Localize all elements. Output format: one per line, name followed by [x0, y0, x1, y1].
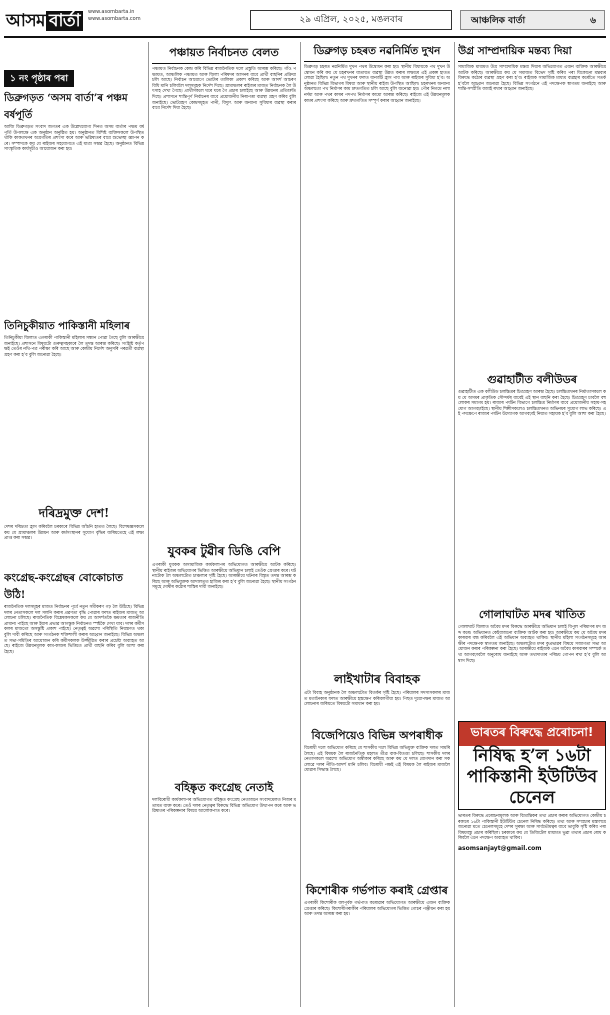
headline-a11: কিশোৰীক গৰ্ভপাত কৰাই গ্ৰেপ্তাৰ [306, 884, 448, 897]
promo-box [458, 721, 606, 810]
column-3 [304, 40, 450, 1009]
promo-line1: নিষিদ্ধ হ’ল ১৬টা [473, 746, 591, 766]
section-bar [460, 10, 605, 30]
body-a14: গোলাঘাট জিলাত অবৈধ মদৰ বিৰুদ্ধে আৰক্ষীয়ে অভিযান চলাই বিপুল পৰিমাণৰ মদ জব্দ কৰে। অভিযানত কেইবাজনো ব্যক্তিক আটক কৰা হয়। আৰক্ষীয়ে কয় যে অবৈধ মদৰ কাৰবাৰ বন্ধ কৰিবলৈ এই অভিযান অব্যাহত থাকিব। স্থানীয় মহিলা সংগঠনসমূহে আৰক্ষীৰ পদক্ষেপক স্বাগতম জনাইছে। অঞ্চলটোত মদৰ কুপ্ৰভাৱৰ বিষয়ে সজাগতা সভা আয়োজন কৰাৰ পৰিকল্পনা কৰা হৈছে। আৰক্ষীয়ে ৰাইজক এনে অবৈধ কাৰবাৰৰ সম্পৰ্কে তথ্য আগবঢ়াবলৈ অনুৰোধ জনাইছে আৰু তথ্যদাতাৰ পৰিচয় গোপন ৰখা হ’ব বুলি আশ্বাস দিছে। [458, 625, 606, 664]
promo-line2: পাকিস্তানী ইউটিউব চেনেল [466, 767, 598, 808]
promo-body: ভাৰতৰ বিৰুদ্ধে প্ৰৰোচনামূলক আৰু বিভ্ৰান্তিকৰ তথ্য প্ৰচাৰ কৰাৰ অভিযোগত কেন্দ্ৰীয় চৰকাৰে ১৬টা পাকিস্তানী ইউটিউব চেনেল নিষিদ্ধ কৰিছে। তথ্য আৰু সম্প্ৰচাৰ মন্ত্ৰালয়ে জনোৱা মতে চেনেলসমূহে দেশৰ সুৰক্ষা আৰু সাৰ্বভৌমত্বৰ বাবে ভাবুকি সৃষ্টি কৰিব পৰা বিষয়বস্তু প্ৰচাৰ কৰিছিল। চৰকাৰে কয় যে ডিজিটেল মাধ্যমত ভুৱা তথ্যৰ প্ৰচাৰ ৰোধ কৰিবলৈ এনে পদক্ষেপ অব্যাহত থাকিব। [458, 814, 606, 842]
headline-a1: ডিব্ৰুগড়ত ‘অসম বাৰ্তা’ৰ পঞ্চম বৰ্ষপূৰ্তি [4, 93, 128, 121]
date-bar: ২৯ এপ্ৰিল, ২০২৫, মঙলবাৰ [250, 10, 452, 30]
body-a6: এগৰাকী যুবকক অসামাজিক কাৰ্যকলাপৰ অভিযোগত আৰক্ষীয়ে আটক কৰিছে। স্থানীয় ৰাইজৰ অভিযোগৰ ভিত্তিত আৰক্ষীয়ে অভিযান চলাই তেওঁক গ্ৰেপ্তাৰ কৰে। ঘটনাটোক লৈ অঞ্চলটোত চাঞ্চল্যৰ সৃষ্টি হৈছে। আৰক্ষীয়ে ঘটনাৰ বিস্তৃত তদন্ত আৰম্ভ কৰিছে আৰু অভিযুক্তক আদালতত হাজিৰ কৰা হ’ব বুলি জনোৱা হৈছে। স্থানীয় সংগঠনসমূহে দোষীৰ কঠোৰ শাস্তিৰ দাবী জনাইছে। [152, 563, 296, 591]
logo-part1: আসম [6, 11, 45, 31]
column-2 [152, 40, 296, 1009]
masthead-rule [4, 36, 606, 38]
body-a3: দেশৰ দৰিদ্ৰতা হ্ৰাস কৰিবলৈ চৰকাৰে বিভিন্ন আঁচনি হাতত লৈছে। বিশেষজ্ঞসকলে কয় যে গ্ৰামাঞ্চলৰ উন্নয়ন আৰু কৰ্মসংস্থানৰ সুযোগ বৃদ্ধিৰ জৰিয়তেহে এই লক্ষ্য প্ৰাপ্ত কৰা সম্ভৱ। [4, 525, 144, 542]
column-divider [300, 42, 301, 1007]
headline-a9: লাইখাটাৰ বিবাহক [334, 672, 420, 686]
body-a1: আজি ডিব্ৰুগড়ত সংবাদ জগতৰ এক উল্লেখযোগ্য দিনত অসম বাৰ্তাৰ পঞ্চম বৰ্ষপূৰ্তি উপলক্ষে এক অনুষ্ঠান অনুষ্ঠিত হয়। অনুষ্ঠানত বিশিষ্ট ব্যক্তিসকলে উপস্থিত থাকি কাকতখনৰ অগ্ৰগতিৰ প্ৰশংসা কৰে আৰু ভৱিষ্যতৰ বাবে শুভেচ্ছা জ্ঞাপন কৰে। সম্পাদকে কয় যে ৰাইজৰ সহযোগতে এই যাত্ৰা সম্ভৱ হৈছে। অনুষ্ঠানত বিভিন্ন সাংস্কৃতিক কাৰ্যসূচীও আয়োজন কৰা হয়। [4, 125, 144, 153]
column-divider [454, 42, 455, 1007]
newspaper-logo [6, 8, 83, 36]
body-a5: পঞ্চায়ত নিৰ্বাচনক কেন্দ্ৰ কৰি বিভিন্ন ৰাজনৈতিক দলে প্ৰস্তুতি আৰম্ভ কৰিছে। গাঁও পঞ্চায়ত, আঞ্চলিক পঞ্চায়ত আৰু জিলা পৰিষদৰ আসনৰ বাবে প্ৰাৰ্থী বাছনিৰ প্ৰক্ৰিয়া চলি আছে। নিৰ্বাচন আয়োগে ভোটাৰ তালিকা প্ৰকাশ কৰিছে আৰু আদৰ্শ আচৰণ বিধি মানি চলিবলৈ দলসমূহক নিৰ্দেশ দিছে। গ্ৰামাঞ্চলৰ ৰাইজৰ মাজত নিৰ্বাচনক লৈ উৎসাহ দেখা গৈছে। প্ৰাৰ্থীসকলে ঘৰে ঘৰে গৈ প্ৰচাৰ চলাইছে আৰু উন্নয়নৰ প্ৰতিশ্ৰুতি দিছে। প্ৰশাসনে শান্তিপূৰ্ণ নিৰ্বাচনৰ বাবে প্ৰয়োজনীয় নিৰাপত্তা ব্যৱস্থা গ্ৰহণ কৰিব বুলি জনাইছে। ভোটগ্ৰহণ কেন্দ্ৰসমূহত পানী, বিদ্যুৎ আৰু অন্যান্য সুবিধাৰ ব্যৱস্থা কৰাৰ বাবে নিৰ্দেশ দিয়া হৈছে। [152, 67, 296, 112]
headline-a10: বিজেপিয়েও বিভিন্ন অপৰাধীক [311, 729, 443, 742]
headline-a7: বহিষ্কৃত কংগ্ৰেছ নেতাই [174, 781, 274, 794]
url-2[interactable]: www.asombarta.com [88, 16, 141, 22]
headline-a13: গুৱাহাটীত বলীউডৰ [487, 373, 577, 386]
headline-a6: যুবকৰ টুৱীৰ ডিঙি বেপি [167, 544, 281, 558]
email-note[interactable]: asomsanjayt@gmail.com [458, 844, 542, 852]
column-4 [458, 40, 606, 1009]
headline-a2: তিনিচুকীয়াত পাকিস্তানী মহিলাৰ [4, 321, 130, 332]
body-a2: তিনিচুকীয়া জিলাত এগৰাকী পাকিস্তানী মহিলাৰ সন্ধান পোৱা গৈছে বুলি আৰক্ষীয়ে জনাইছে। প্ৰশাসনে বিষয়টো গুৰুত্বসহকাৰে লৈ তদন্ত আৰম্ভ কৰিছে। সংশ্লিষ্ট কৰ্তৃপক্ষই তেওঁৰ নথি-পত্ৰ পৰীক্ষা কৰি আছে আৰু কেন্দ্ৰীয় নিৰ্দেশ অনুসৰি পৰৱৰ্তী ব্যৱস্থা গ্ৰহণ কৰা হ’ব বুলি জনোৱা হৈছে। [4, 336, 144, 358]
url-1[interactable]: www.asombarta.in [88, 9, 135, 15]
column-divider [148, 42, 149, 1007]
headline-a4: কংগ্ৰেছ-কংগ্ৰেছৰ বোকোচাত উঠি! [4, 572, 123, 601]
body-a9: এটা বিবাহ অনুষ্ঠানক লৈ অঞ্চলটোত বিতৰ্কৰ সৃষ্টি হৈছে। পৰিয়ালৰ সদস্যসকলৰ মাজত মতানৈক্যৰ ফলত আৰক্ষীয়ে হস্তক্ষেপ কৰিবলগীয়া হয়। পিছত দুয়োপক্ষৰ মাজত আলোচনাৰ জৰিয়তে বিষয়টো সমাধান কৰা হয়। [304, 691, 450, 708]
headline-a5: পঞ্চায়ত নিৰ্বাচনত বেলত [152, 44, 296, 64]
headline-a12: উগ্ৰ সাম্প্ৰদায়িক মন্তব্য দিয়া [458, 44, 606, 62]
promo-top: ভাৰতৰ বিৰুদ্ধে প্ৰৰোচনা! [459, 722, 605, 746]
logo-part2: বাৰ্তা [46, 11, 83, 31]
masthead [0, 0, 610, 40]
column-1 [4, 40, 144, 1009]
body-a10: বিৰোধী দলে অভিযোগ কৰিছে যে শাসকীয় দলে বিভিন্ন অভিযুক্ত ব্যক্তিক দলত সামৰি লৈছে। এই বিষয়ক লৈ ৰাজনৈতিক মহলত তীব্ৰ বাক-বিতণ্ডা চলিছে। শাসকীয় দলৰ নেতাসকলে অৱশ্যে অভিযোগ অস্বীকাৰ কৰিছে আৰু কয় যে দলত যোগদান কৰা সকলোৱে দলৰ নীতি-আদৰ্শ মানি চলিব। বিৰোধী পক্ষই এই বিষয়ক লৈ ৰাইজৰ মাজলৈ যোৱাৰ সিদ্ধান্ত লৈছে। [304, 746, 450, 774]
headline-a3: দৰিদ্ৰমুক্ত দেশ! [38, 506, 110, 520]
continued-tag: ১ নং পৃষ্ঠাৰ পৰা [4, 70, 74, 87]
page-number: ৬ [590, 16, 596, 26]
body-a13: গুৱাহাটীত এক বলীউড চলচ্চিত্ৰৰ চিত্ৰগ্ৰহণ আৰম্ভ হৈছে। চলচ্চিত্ৰখনৰ নিৰ্মাতাসকলে কয় যে অসমৰ প্ৰাকৃতিক সৌন্দৰ্যৰ বাবেই এই স্থান বাছনি কৰা হৈছে। চিত্ৰগ্ৰহণ চাবলৈ বহু লোকৰ সমাগম হয়। ৰাজ্যৰ পৰ্যটন বিভাগে চলচ্চিত্ৰ নিৰ্মাণৰ বাবে প্ৰয়োজনীয় সহায়-সহযোগ আগবঢ়াইছে। স্থানীয় শিল্পীসকলেও চলচ্চিত্ৰখনত অভিনয়ৰ সুযোগ লাভ কৰিছে। এই পদক্ষেপে ৰাজ্যৰ পৰ্যটন উদ্যোগক আগবঢ়াই নিয়াত সহায়ক হ’ব বুলি আশা কৰা হৈছে। [458, 390, 606, 418]
body-a11: এগৰাকী কিশোৰীক বলপূৰ্বক গৰ্ভপাত কৰোৱাৰ অভিযোগত আৰক্ষীয়ে এজন ব্যক্তিক গ্ৰেপ্তাৰ কৰিছে। কিশোৰীগৰাকীৰ পৰিয়ালৰ অভিযোগৰ ভিত্তিত গোচৰ পঞ্জীয়ন কৰা হয় আৰু তদন্ত আৰম্ভ কৰা হয়। [304, 901, 450, 918]
section-name: আঞ্চলিক বাৰ্তা [471, 16, 526, 26]
headline-a8: ডিব্ৰুগড় চহৰত নৱনিৰ্মিত দুখন [304, 44, 450, 62]
body-a7: দলবিৰোধী কাৰ্যকলাপৰ অভিযোগত বহিষ্কৃত কংগ্ৰেছ নেতাজনে সংবাদমেলত নিজৰ মতামত ব্যক্ত কৰে। তেওঁ দলৰ নেতৃত্বৰ বিৰুদ্ধে বিভিন্ন অভিযোগ উত্থাপন কৰে আৰু ভৱিষ্যতৰ পৰিকল্পনাৰ বিষয়ে আলোকপাত কৰে। [152, 798, 296, 815]
body-a8: ডিব্ৰুগড় চহৰত নৱনিৰ্মিত দুখন পথৰ উদ্বোধন কৰা হয়। স্থানীয় বিধায়কে পথ দুখন উদ্বোধন কৰি কয় যে চহৰখনৰ যাতায়ত ব্যৱস্থা উন্নত কৰাৰ লক্ষ্যৰে এই প্ৰকল্প হাতত লোৱা হৈছিল। নতুন পথ দুখনৰ ফলত যানজঁট হ্ৰাস পাব আৰু ৰাইজৰ সুবিধা হ’ব। অনুষ্ঠানত বিভিন্ন বিভাগৰ বিষয়া আৰু স্থানীয় ৰাইজ উপস্থিত আছিল। চহৰখনৰ অন্যান্য অঞ্চলতো পথ নিৰ্মাণৰ কাম দ্ৰুতগতিত চলি আছে বুলি জনোৱা হয়। পৌৰ নিগমে নলা নৰ্দমা আৰু পথৰ কাষৰ পদপথ নিৰ্মাণৰ কামো আৰম্ভ কৰিছে। ৰাইজে এই উন্নয়নমূলক কামৰ প্ৰশংসা কৰিছে আৰু দ্ৰুতগতিত সম্পূৰ্ণ কৰাৰ আহ্বান জনাইছে। [304, 65, 450, 104]
body-a4: ৰাজনৈতিক দলসমূহৰ মাজত নিৰ্বাচনৰ পূৰ্বে নতুন সমীকৰণ গঢ় লৈ উঠিছে। বিভিন্ন দলৰ নেতাসকলে দল সলনি কৰাৰ প্ৰৱণতা বৃদ্ধি পোৱাৰ ফলত ৰাইজৰ মাজত আলোচনা চলিছে। ৰাজনৈতিক বিশ্লেষকসকলে কয় যে আদৰ্শতকৈ ক্ষমতাৰ ৰাজনীতি প্ৰাধান্য পাইছে আৰু ইয়াৰ প্ৰভাৱ আগন্তুক নিৰ্বাচনত স্পষ্টকৈ দেখা যাব। দলৰ কৰ্মীসকলৰ মাজতো অসন্তুষ্টি প্ৰকাশ পাইছে। নেতৃত্বই অৱশ্যে পৰিস্থিতি নিয়ন্ত্ৰণত থকা বুলি দাবী কৰিছে আৰু সংগঠনক শক্তিশালী কৰাৰ আহ্বান জনাইছে। বিভিন্ন অঞ্চলত সভা-সমিতিৰ আয়োজন কৰি কৰ্মীসকলক উজ্জীৱিত কৰাৰ প্ৰচেষ্টা অব্যাহত আছে। ৰাইজে উন্নয়নমূলক কাম-কাজৰ ভিত্তিতে প্ৰাৰ্থী বাছনি কৰিব বুলি আশা কৰা হৈছে। [4, 605, 144, 655]
headline-a14: গোলাঘাটত মদৰ খাতিত [478, 608, 586, 621]
body-a12: সামাজিক মাধ্যমত উগ্ৰ সাম্প্ৰদায়িক মন্তব্য দিয়াৰ অভিযোগত এজন ব্যক্তিক আৰক্ষীয়ে আটক কৰিছে। আৰক্ষীয়ে কয় যে সমাজত বিভেদ সৃষ্টি কৰিব পৰা যিকোনো মন্তব্যৰ বিৰুদ্ধে কঠোৰ ব্যৱস্থা গ্ৰহণ কৰা হ’ব। ৰাইজক সামাজিক মাধ্যম ব্যৱহাৰ কৰোঁতে সতৰ্ক হ’বলৈ আহ্বান জনোৱা হৈছে। বিভিন্ন সংগঠনে এই পদক্ষেপক স্বাগতম জনাইছে আৰু শান্তি-সম্প্ৰীতি বজাই ৰখাৰ আহ্বান জনাইছে। [458, 65, 606, 93]
masthead-urls [88, 9, 141, 23]
